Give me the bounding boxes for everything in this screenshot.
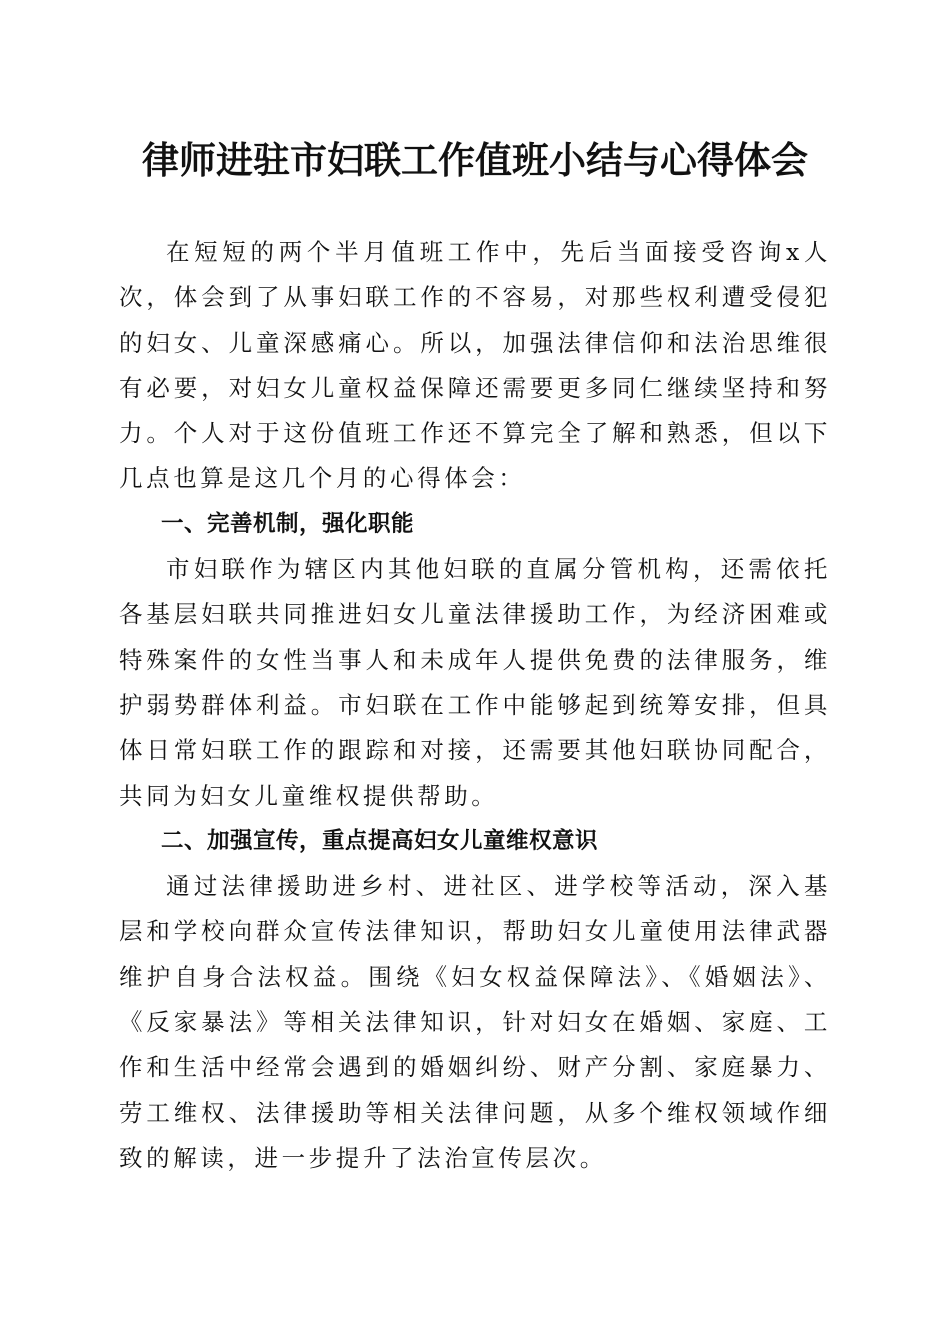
intro-paragraph: 在短短的两个半月值班工作中，先后当面接受咨询x人次，体会到了从事妇联工作的不容易，对那些权利遭受侵犯的妇女、儿童深感痛心。所以，加强法律信仰和法治思维很有必要，对妇女儿童权益保障还需要更多同仁继续坚持和努力。个人对于这份值班工作还不算完全了解和熟悉，但以下几点也算是这几个月的心得体会： <box>119 238 831 493</box>
document-title: 律师进驻市妇联工作值班小结与心得体会 <box>142 138 808 182</box>
document-body <box>119 230 831 1181</box>
section-paragraph-2: 通过法律援助进乡村、进社区、进学校等活动，深入基层和学校向群众宣传法律知识，帮助妇女儿童使用法律武器维护自身合法权益。围绕《妇女权益保障法》、《婚姻法》、《反家暴法》等相关法律知识，针对妇女在婚姻、家庭、工作和生活中经常会遇到的婚姻纠纷、财产分割、家庭暴力、劳工维权、法律援助等相关法律问题，从多个维权领域作细致的解读，进一步提升了法治宣传层次。 <box>119 872 831 1172</box>
section-paragraph-1: 市妇联作为辖区内其他妇联的直属分管机构，还需依托各基层妇联共同推进妇女儿童法律援助工作，为经济困难或特殊案件的女性当事人和未成年人提供免费的法律服务，维护弱势群体利益。市妇联在工作中能够起到统筹安排，但具体日常妇联工作的跟踪和对接，还需要其他妇联协同配合，共同为妇女儿童维权提供帮助。 <box>119 555 831 810</box>
section-heading-1: 一、完善机制，强化职能 <box>161 510 415 537</box>
section-heading-2: 二、加强宣传，重点提高妇女儿童维权意识 <box>161 827 599 854</box>
